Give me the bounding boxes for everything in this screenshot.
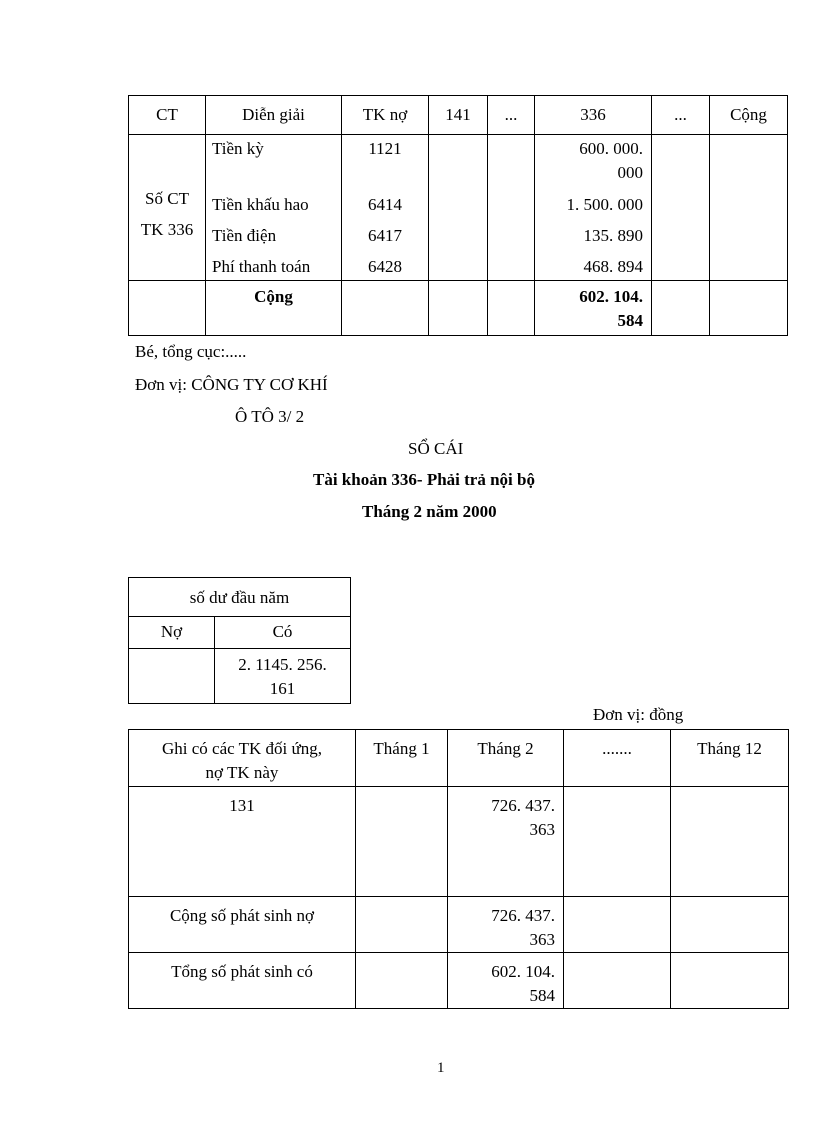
- desc-2: Tiền điện: [212, 226, 277, 245]
- total-336: 602. 104. 584: [535, 281, 652, 336]
- bottom-header-thang-2: Tháng 2: [448, 730, 564, 787]
- page-title: SỔ CÁI: [408, 439, 464, 458]
- opening-balance-table: [128, 577, 351, 704]
- desc-1: Tiền khấu hao: [212, 195, 309, 214]
- ledger-top-total-row: [129, 281, 788, 336]
- debit-value: [129, 649, 215, 704]
- ledger-top-header-row: [129, 96, 788, 135]
- unit-note: Đơn vị: đồng: [593, 705, 684, 724]
- row-cong-no-thang-2: 726. 437. 363: [448, 897, 564, 953]
- page-period: Tháng 2 năm 2000: [362, 502, 497, 521]
- col-cong-cell: [710, 135, 788, 281]
- row-label-tong-co: Tổng số phát sinh có: [129, 953, 356, 1009]
- row-label-131: 131: [129, 787, 356, 897]
- header-line-1: Bé, tổng cục:.....: [135, 342, 247, 361]
- table-row: [129, 787, 789, 897]
- col-141-cell: [429, 135, 488, 281]
- tk-3: 6428: [368, 257, 402, 276]
- desc-0: Tiền kỳ: [212, 139, 264, 158]
- credit-label: Có: [215, 617, 351, 649]
- ct-cell: [129, 135, 206, 281]
- ct-label-line-1: Số CT: [145, 189, 189, 208]
- header-141: 141: [429, 96, 488, 135]
- header-line-2: Đơn vị: CÔNG TY CƠ KHÍ: [135, 375, 328, 394]
- ledger-top-body-row: [129, 135, 788, 281]
- ledger-bottom-header-row: [129, 730, 789, 787]
- row-tong-co-thang-2: 602. 104. 584: [448, 953, 564, 1009]
- header-cong: Cộng: [710, 96, 788, 135]
- credit-value: 2. 1145. 256. 161: [215, 649, 351, 704]
- row-131-thang-2: 726. 437. 363: [448, 787, 564, 897]
- col-ellipsis-2-cell: [652, 135, 710, 281]
- header-336: 336: [535, 96, 652, 135]
- bottom-header-thang-12: Tháng 12: [671, 730, 789, 787]
- header-ellipsis-2: ...: [652, 96, 710, 135]
- header-dien-giai: Diễn giải: [206, 96, 342, 135]
- ct-label-line-2: TK 336: [140, 220, 194, 239]
- tk-2: 6417: [368, 226, 402, 245]
- page-number: 1: [437, 1060, 445, 1076]
- header-line-3: Ô TÔ 3/ 2: [235, 407, 305, 426]
- v336-3: 468. 894: [583, 257, 643, 276]
- header-ellipsis-1: ...: [488, 96, 535, 135]
- v336-0-line-2: 000: [617, 163, 643, 182]
- ledger-top-table: [128, 95, 788, 336]
- col-ellipsis-1-cell: [488, 135, 535, 281]
- header-ct: CT: [129, 96, 206, 135]
- table-row: [129, 897, 789, 953]
- tk-cell: [342, 135, 429, 281]
- opening-balance-title: số dư đầu năm: [129, 578, 351, 617]
- header-tk-no: TK nợ: [342, 96, 429, 135]
- bottom-header-thang-1: Tháng 1: [356, 730, 448, 787]
- total-label: Cộng: [206, 281, 342, 336]
- tk-0: 1121: [368, 139, 402, 158]
- debit-label: Nợ: [129, 617, 215, 649]
- row-label-cong-no: Cộng số phát sinh nợ: [129, 897, 356, 953]
- page-subtitle: Tài khoản 336- Phải trả nội bộ: [313, 470, 535, 489]
- col-336-cell: [535, 135, 652, 281]
- table-row: [129, 953, 789, 1009]
- tk-1: 6414: [368, 195, 402, 214]
- ledger-bottom-table: [128, 729, 789, 1009]
- v336-0-line-1: 600. 000.: [579, 139, 643, 158]
- bottom-header-ellipsis: .......: [564, 730, 671, 787]
- v336-2: 135. 890: [583, 226, 643, 245]
- bottom-header-account: Ghi có các TK đối ứng, nợ TK này: [129, 730, 356, 787]
- v336-1: 1. 500. 000: [566, 195, 643, 214]
- desc-cell: [206, 135, 342, 281]
- desc-3: Phí thanh toán: [212, 257, 311, 276]
